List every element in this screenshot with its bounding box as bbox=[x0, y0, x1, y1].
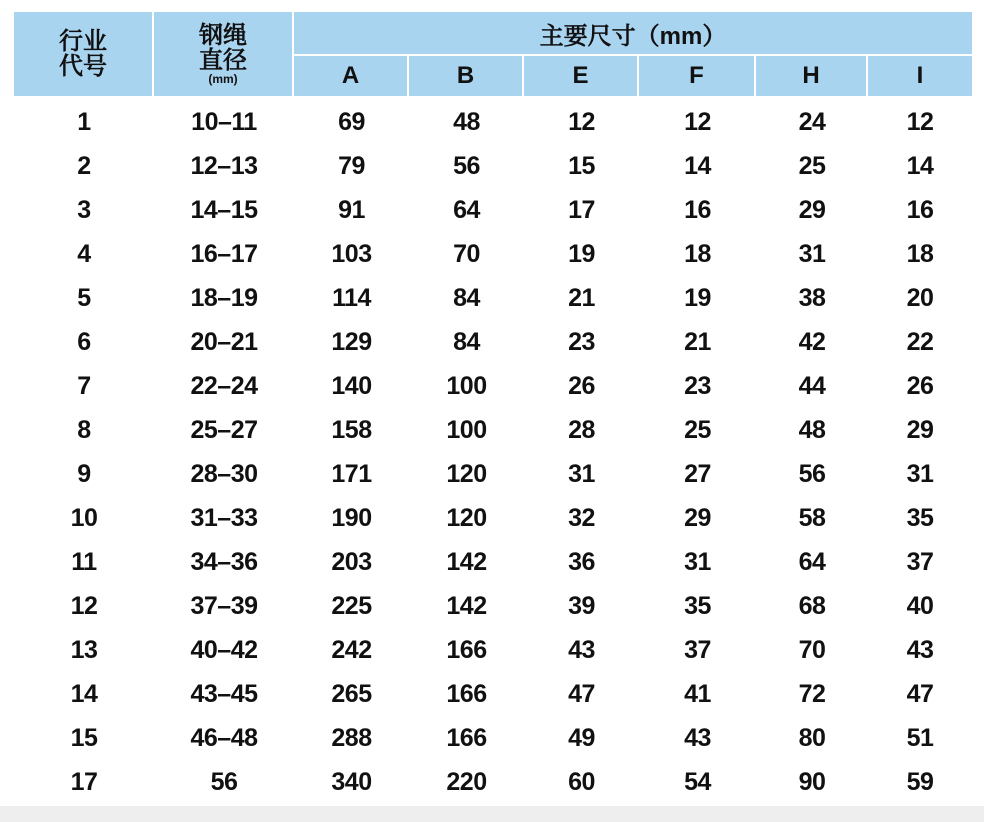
cell-b: 120 bbox=[446, 503, 487, 532]
cell-a: 114 bbox=[332, 283, 371, 312]
cell-b: 48 bbox=[453, 107, 480, 136]
cell-h: 31 bbox=[798, 239, 826, 268]
cell-code: 10 bbox=[70, 503, 98, 532]
header-col-f: F bbox=[639, 56, 756, 98]
cell-diameter: 12–13 bbox=[190, 151, 258, 180]
cell-h: 42 bbox=[798, 327, 826, 356]
cell-i: 26 bbox=[906, 371, 934, 400]
header-col-h: H bbox=[756, 56, 868, 98]
cell-code: 13 bbox=[70, 635, 98, 664]
cell-b: 166 bbox=[446, 679, 487, 708]
cell-b: 70 bbox=[453, 239, 480, 268]
cell-code: 4 bbox=[77, 239, 91, 268]
cell-i: 29 bbox=[906, 415, 934, 444]
cell-i: 51 bbox=[906, 723, 934, 752]
table-row bbox=[14, 320, 972, 364]
header-col-b: B bbox=[409, 56, 524, 98]
cell-a: 79 bbox=[338, 151, 365, 180]
cell-diameter: 46–48 bbox=[190, 723, 258, 752]
cell-b: 56 bbox=[453, 151, 480, 180]
table-row bbox=[14, 408, 972, 452]
cell-i: 18 bbox=[906, 239, 934, 268]
cell-a: 171 bbox=[331, 459, 372, 488]
cell-a: 69 bbox=[338, 107, 365, 136]
cell-i: 31 bbox=[906, 459, 934, 488]
cell-code: 15 bbox=[70, 723, 98, 752]
cell-f: 43 bbox=[684, 723, 711, 752]
cell-a: 203 bbox=[331, 547, 372, 576]
cell-b: 120 bbox=[446, 459, 487, 488]
table-row bbox=[14, 716, 972, 760]
cell-code: 1 bbox=[77, 107, 91, 136]
cell-diameter: 25–27 bbox=[190, 415, 258, 444]
cell-h: 90 bbox=[798, 767, 826, 796]
table-body bbox=[14, 98, 972, 804]
cell-diameter: 37–39 bbox=[190, 591, 258, 620]
cell-b: 166 bbox=[446, 635, 487, 664]
cell-i: 16 bbox=[906, 195, 934, 224]
cell-code: 9 bbox=[77, 459, 91, 488]
cell-f: 27 bbox=[684, 459, 711, 488]
cell-a: 91 bbox=[338, 195, 365, 224]
table-row bbox=[14, 496, 972, 540]
table-row bbox=[14, 98, 972, 144]
bottom-band bbox=[0, 806, 984, 822]
cell-code: 6 bbox=[77, 327, 91, 356]
cell-diameter: 22–24 bbox=[190, 371, 258, 400]
cell-diameter: 10–11 bbox=[191, 107, 257, 136]
cell-h: 68 bbox=[798, 591, 826, 620]
cell-h: 80 bbox=[798, 723, 826, 752]
cell-b: 64 bbox=[453, 195, 480, 224]
cell-a: 190 bbox=[331, 503, 372, 532]
cell-a: 242 bbox=[331, 635, 372, 664]
table-row bbox=[14, 232, 972, 276]
cell-code: 17 bbox=[70, 767, 98, 796]
cell-h: 72 bbox=[798, 679, 826, 708]
cell-f: 31 bbox=[684, 547, 711, 576]
cell-diameter: 56 bbox=[210, 767, 238, 796]
cell-e: 21 bbox=[568, 283, 595, 312]
cell-i: 22 bbox=[906, 327, 934, 356]
cell-f: 37 bbox=[684, 635, 711, 664]
cell-f: 25 bbox=[684, 415, 711, 444]
cell-i: 47 bbox=[906, 679, 934, 708]
cell-diameter: 20–21 bbox=[190, 327, 258, 356]
cell-h: 38 bbox=[798, 283, 826, 312]
cell-code: 7 bbox=[77, 371, 91, 400]
cell-code: 11 bbox=[71, 547, 97, 576]
cell-f: 35 bbox=[684, 591, 711, 620]
header-col-a: A bbox=[294, 56, 409, 98]
cell-diameter: 28–30 bbox=[190, 459, 258, 488]
cell-a: 340 bbox=[331, 767, 372, 796]
cell-a: 288 bbox=[331, 723, 372, 752]
cell-i: 59 bbox=[906, 767, 934, 796]
cell-a: 265 bbox=[331, 679, 372, 708]
cell-b: 142 bbox=[446, 547, 487, 576]
table-row bbox=[14, 452, 972, 496]
cell-diameter: 43–45 bbox=[190, 679, 258, 708]
cell-h: 70 bbox=[798, 635, 826, 664]
cell-code: 5 bbox=[77, 283, 91, 312]
cell-h: 64 bbox=[798, 547, 826, 576]
table-row bbox=[14, 672, 972, 716]
cell-b: 220 bbox=[446, 767, 487, 796]
cell-diameter: 18–19 bbox=[190, 283, 258, 312]
cell-diameter: 31–33 bbox=[190, 503, 258, 532]
cell-f: 14 bbox=[684, 151, 711, 180]
header-col-i: I bbox=[868, 56, 972, 98]
cell-i: 12 bbox=[906, 107, 934, 136]
cell-a: 103 bbox=[331, 239, 372, 268]
cell-f: 19 bbox=[684, 283, 711, 312]
header-main-dimensions: 主要尺寸（mm） bbox=[294, 12, 972, 56]
cell-i: 40 bbox=[906, 591, 934, 620]
cell-f: 16 bbox=[684, 195, 711, 224]
cell-b: 84 bbox=[453, 283, 480, 312]
cell-b: 142 bbox=[446, 591, 487, 620]
cell-i: 14 bbox=[906, 151, 934, 180]
cell-e: 49 bbox=[568, 723, 595, 752]
cell-code: 12 bbox=[70, 591, 98, 620]
cell-h: 48 bbox=[798, 415, 826, 444]
table-row bbox=[14, 276, 972, 320]
cell-b: 100 bbox=[446, 415, 487, 444]
header-rope-diameter-line2: 直径 bbox=[199, 47, 247, 74]
cell-diameter: 40–42 bbox=[190, 635, 258, 664]
cell-b: 84 bbox=[453, 327, 480, 356]
header-industry-code-line2: 代号 bbox=[59, 53, 107, 80]
cell-code: 8 bbox=[77, 415, 91, 444]
cell-code: 2 bbox=[77, 151, 91, 180]
table-header bbox=[14, 12, 972, 98]
cell-a: 225 bbox=[331, 591, 372, 620]
cell-e: 39 bbox=[568, 591, 595, 620]
cell-f: 23 bbox=[684, 371, 711, 400]
cell-f: 12 bbox=[684, 107, 711, 136]
cell-h: 24 bbox=[798, 107, 826, 136]
cell-e: 31 bbox=[568, 459, 595, 488]
cell-i: 35 bbox=[906, 503, 934, 532]
dimension-table bbox=[14, 12, 972, 804]
cell-a: 140 bbox=[331, 371, 372, 400]
cell-h: 58 bbox=[798, 503, 826, 532]
cell-e: 15 bbox=[568, 151, 595, 180]
table-row bbox=[14, 584, 972, 628]
cell-a: 129 bbox=[331, 327, 372, 356]
table-row bbox=[14, 188, 972, 232]
table-row bbox=[14, 540, 972, 584]
cell-e: 17 bbox=[568, 195, 595, 224]
cell-h: 44 bbox=[798, 371, 826, 400]
cell-diameter: 34–36 bbox=[190, 547, 258, 576]
header-industry-code-line1: 行业 bbox=[59, 27, 107, 55]
cell-i: 37 bbox=[906, 547, 934, 576]
cell-e: 23 bbox=[568, 327, 595, 356]
cell-h: 56 bbox=[798, 459, 826, 488]
cell-diameter: 16–17 bbox=[190, 239, 258, 268]
cell-diameter: 14–15 bbox=[190, 195, 258, 224]
cell-f: 54 bbox=[684, 767, 711, 796]
cell-code: 3 bbox=[77, 195, 91, 224]
cell-e: 47 bbox=[568, 679, 595, 708]
cell-f: 41 bbox=[684, 679, 711, 708]
cell-e: 28 bbox=[568, 415, 595, 444]
table-row bbox=[14, 144, 972, 188]
cell-f: 29 bbox=[684, 503, 711, 532]
cell-code: 14 bbox=[70, 679, 98, 708]
cell-e: 36 bbox=[568, 547, 595, 576]
table-row bbox=[14, 364, 972, 408]
cell-e: 43 bbox=[568, 635, 595, 664]
cell-f: 21 bbox=[684, 327, 711, 356]
cell-a: 158 bbox=[331, 415, 372, 444]
cell-f: 18 bbox=[684, 239, 711, 268]
cell-h: 25 bbox=[798, 151, 826, 180]
cell-e: 60 bbox=[568, 767, 595, 796]
cell-b: 166 bbox=[446, 723, 487, 752]
cell-i: 43 bbox=[906, 635, 934, 664]
header-industry-code bbox=[14, 12, 154, 98]
cell-e: 19 bbox=[568, 239, 595, 268]
cell-e: 32 bbox=[568, 503, 595, 532]
header-rope-diameter bbox=[154, 12, 294, 98]
table-row bbox=[14, 760, 972, 804]
cell-b: 100 bbox=[446, 371, 487, 400]
cell-h: 29 bbox=[798, 195, 826, 224]
cell-e: 12 bbox=[568, 107, 595, 136]
table-row bbox=[14, 628, 972, 672]
header-col-e: E bbox=[524, 56, 639, 98]
cell-e: 26 bbox=[568, 371, 595, 400]
header-rope-diameter-line1: 钢绳 bbox=[199, 21, 247, 49]
header-rope-diameter-unit: (mm) bbox=[208, 72, 238, 87]
cell-i: 20 bbox=[906, 283, 934, 312]
